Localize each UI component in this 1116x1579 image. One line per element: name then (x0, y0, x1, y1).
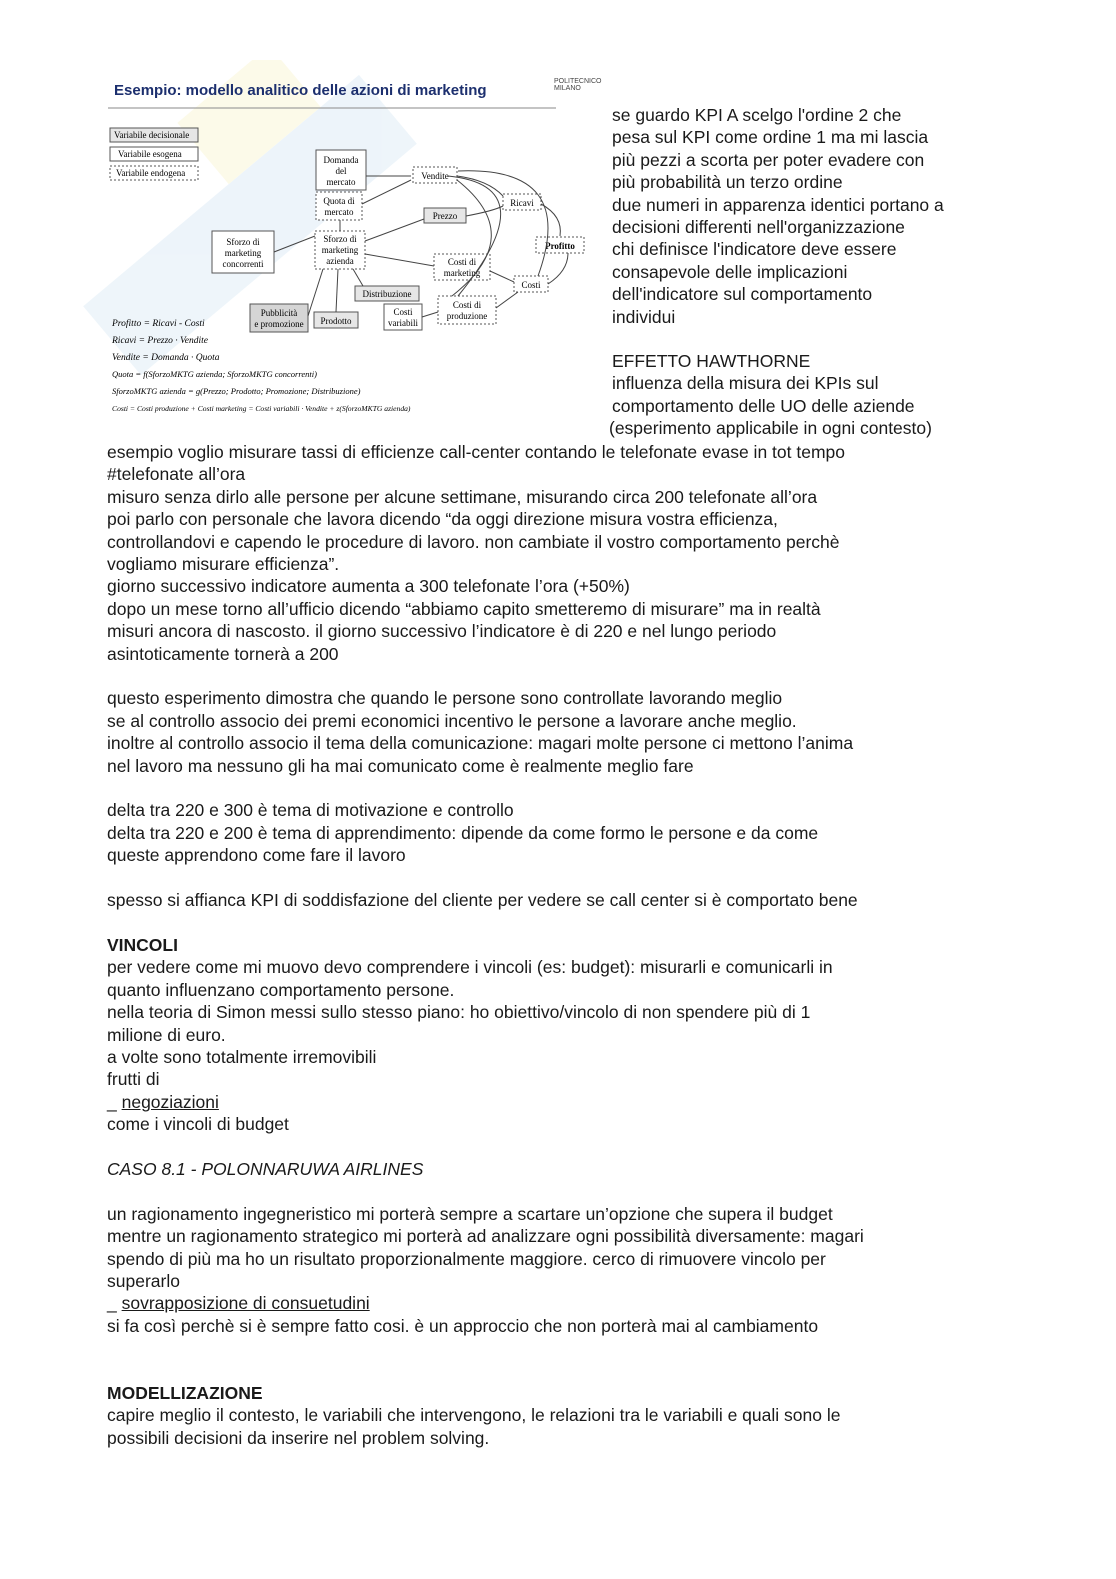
body-line: quanto influenzano comportamento persone. (107, 979, 455, 1000)
formula-5: SforzoMKTG azienda = g(Prezzo; Prodotto; Promozione; Distribuzione) (112, 386, 361, 396)
body-line: per vedere come mi muovo devo comprendere i vincoli (es: budget): misurarli e comunicarli in (107, 957, 833, 978)
body-line: questo esperimento dimostra che quando le persone sono controllate lavorando meglio (107, 688, 783, 709)
body-line: superarlo (107, 1270, 180, 1291)
model-diagram (108, 76, 602, 424)
body-line: se al controllo associo dei premi economici incentivo le persone a lavorare anche meglio. (107, 710, 797, 731)
body-line: nel lavoro ma nessuno gli ha mai comunicato come è realmente meglio fare (107, 755, 694, 776)
negoziazioni-text: negoziazioni (121, 1091, 219, 1112)
right-line: comportamento delle UO delle aziende (612, 395, 915, 416)
node-costi-marketing: Costi di marketing (443, 257, 481, 278)
node-vendite: Vendite (421, 171, 449, 181)
legend-exogenous: Variabile esogena (118, 149, 182, 159)
node-quota: Quota di mercato (323, 196, 355, 217)
node-sforzo-azienda: Sforzo di marketing azienda (321, 234, 359, 266)
figure-corner-label: POLITECNICO MILANO (554, 78, 602, 92)
node-profitto: Profitto (545, 241, 575, 251)
bullet-sovrapposizione (107, 1292, 1027, 1314)
body-line: spesso si affianca KPI di soddisfazione del cliente per vedere se call center si è comportato bene (107, 890, 858, 911)
body-line: vogliamo misurare efficienza”. (107, 554, 340, 575)
body-line: nella teoria di Simon messi sullo stesso piano: ho obiettivo/vincolo di non spendere più di 1 (107, 1002, 811, 1023)
hawthorne-heading: EFFETTO HAWTHORNE (612, 351, 811, 372)
body-line: a volte sono totalmente irremovibili (107, 1046, 377, 1067)
body-line: asintoticamente tornerà a 200 (107, 643, 339, 664)
right-line: se guardo KPI A scelgo l'ordine 2 che (612, 105, 902, 125)
right-line: dell'indicatore sul comportamento (612, 284, 873, 305)
body-line: queste apprendono come fare il lavoro (107, 845, 406, 866)
formula-2: Ricavi = Prezzo · Vendite (112, 336, 209, 346)
node-costi-produzione: Costi di produzione (446, 300, 488, 321)
body-line: capire meglio il contesto, le variabili che intervengono, le relazioni tra le variabili e quali sono le (107, 1405, 841, 1426)
body-line: mentre un ragionamento strategico mi porterà ad analizzare ogni possibilità diversamente: magari (107, 1226, 864, 1247)
right-line: influenza della misura dei KPIs sul (612, 373, 879, 394)
modellizzazione-heading: MODELLIZAZIONE (107, 1382, 263, 1403)
right-line: individui (612, 306, 676, 327)
body-line: frutti di (107, 1069, 160, 1090)
node-costi: Costi (521, 280, 541, 290)
legend-decisional: Variabile decisionale (114, 130, 190, 140)
node-prodotto: Prodotto (320, 316, 352, 326)
formula-6: Costi = Costi produzione + Costi marketing = Costi variabili · Vendite + z(SforzoMKTG azienda) (112, 404, 411, 413)
body-line: poi parlo con personale che lavora dicendo “da oggi direzione misura vostra efficienza, (107, 509, 778, 530)
body-line: possibili decisioni da inserire nel problem solving. (107, 1427, 490, 1448)
caso-heading: CASO 8.1 - POLONNARUWA AIRLINES (107, 1158, 424, 1179)
main-body-text (107, 441, 1027, 1449)
right-line: decisioni differenti nell'organizzazione (612, 217, 905, 238)
formula-1: Profitto = Ricavi - Costi (112, 319, 205, 329)
node-domanda: Domanda del mercato (323, 155, 359, 187)
body-line: un ragionamento ingegneristico mi porterà sempre a scartare un’opzione che supera il budget (107, 1203, 833, 1224)
body-line: dopo un mese torno all’ufficio dicendo “abbiamo capito smetteremo di misurare” ma in realtà (107, 598, 821, 619)
node-pubblicita: Pubblicità e promozione (254, 308, 304, 329)
body-line: delta tra 220 e 300 è tema di motivazione e controllo (107, 800, 514, 821)
right-line: due numeri in apparenza identici portano a (612, 194, 944, 215)
right-line: pesa sul KPI come ordine 1 ma mi lascia (612, 127, 929, 148)
right-column-text (609, 104, 1032, 440)
right-line: più probabilità un terzo ordine (612, 172, 843, 193)
body-line: misuro senza dirlo alle persone per alcune settimane, misurando circa 200 telefonate all’ora (107, 486, 818, 507)
figure-title: Esempio: modello analitico delle azioni di marketing (114, 82, 487, 99)
body-line: come i vincoli di budget (107, 1114, 289, 1135)
right-line: chi definisce l'indicatore deve essere (612, 239, 897, 260)
node-sforzo-concorrenti: Sforzo di marketing concorrenti (222, 237, 264, 269)
node-distribuzione: Distribuzione (362, 289, 412, 299)
legend-endogenous: Variabile endogena (116, 168, 186, 178)
bullet-dash: _ (107, 1091, 122, 1112)
right-line: più pezzi a scorta per poter evadere con (612, 149, 925, 170)
body-line: spendo di più ma ho un risultato proporzionalmente maggiore. cerco di rimuovere vincolo per (107, 1248, 826, 1269)
bullet-dash: _ (107, 1293, 122, 1314)
right-line: consapevole delle implicazioni (612, 261, 848, 282)
formula-4: Quota = f(SforzoMKTG azienda; SforzoMKTG concorrenti) (112, 369, 317, 379)
body-line: #telefonate all’ora (107, 464, 246, 485)
node-ricavi: Ricavi (510, 198, 534, 208)
body-line: giorno successivo indicatore aumenta a 300 telefonate l’ora (+50%) (107, 576, 630, 597)
body-line: esempio voglio misurare tassi di efficienze call-center contando le telefonate evase in tot tempo (107, 442, 845, 462)
body-line: misuri ancora di nascosto. il giorno successivo l’indicatore è di 220 e nel lungo periodo (107, 621, 777, 642)
body-line: inoltre al controllo associo il tema della comunicazione: magari molte persone ci mettono l’anima (107, 733, 854, 754)
vincoli-heading: VINCOLI (107, 934, 178, 955)
right-line: (esperimento applicabile in ogni contesto) (609, 418, 932, 439)
node-costi-variabili: Costi variabili (388, 307, 418, 328)
bullet-negoziazioni (107, 1091, 1027, 1113)
body-line: delta tra 220 e 200 è tema di apprendimento: dipende da come formo le persone e da come (107, 822, 819, 843)
body-line: si fa così perchè si è sempre fatto cosi. è un approccio che non porterà mai al cambiamento (107, 1315, 819, 1336)
formula-3: Vendite = Domanda · Quota (112, 353, 220, 363)
sovrapposizione-text: sovrapposizione di consuetudini (121, 1293, 370, 1314)
body-line: milione di euro. (107, 1024, 226, 1045)
body-line: controllandovi e capendo le procedure di lavoro. non cambiate il vostro comportamento perchè (107, 531, 840, 552)
marketing-model-figure (108, 76, 602, 424)
node-prezzo: Prezzo (432, 211, 458, 221)
